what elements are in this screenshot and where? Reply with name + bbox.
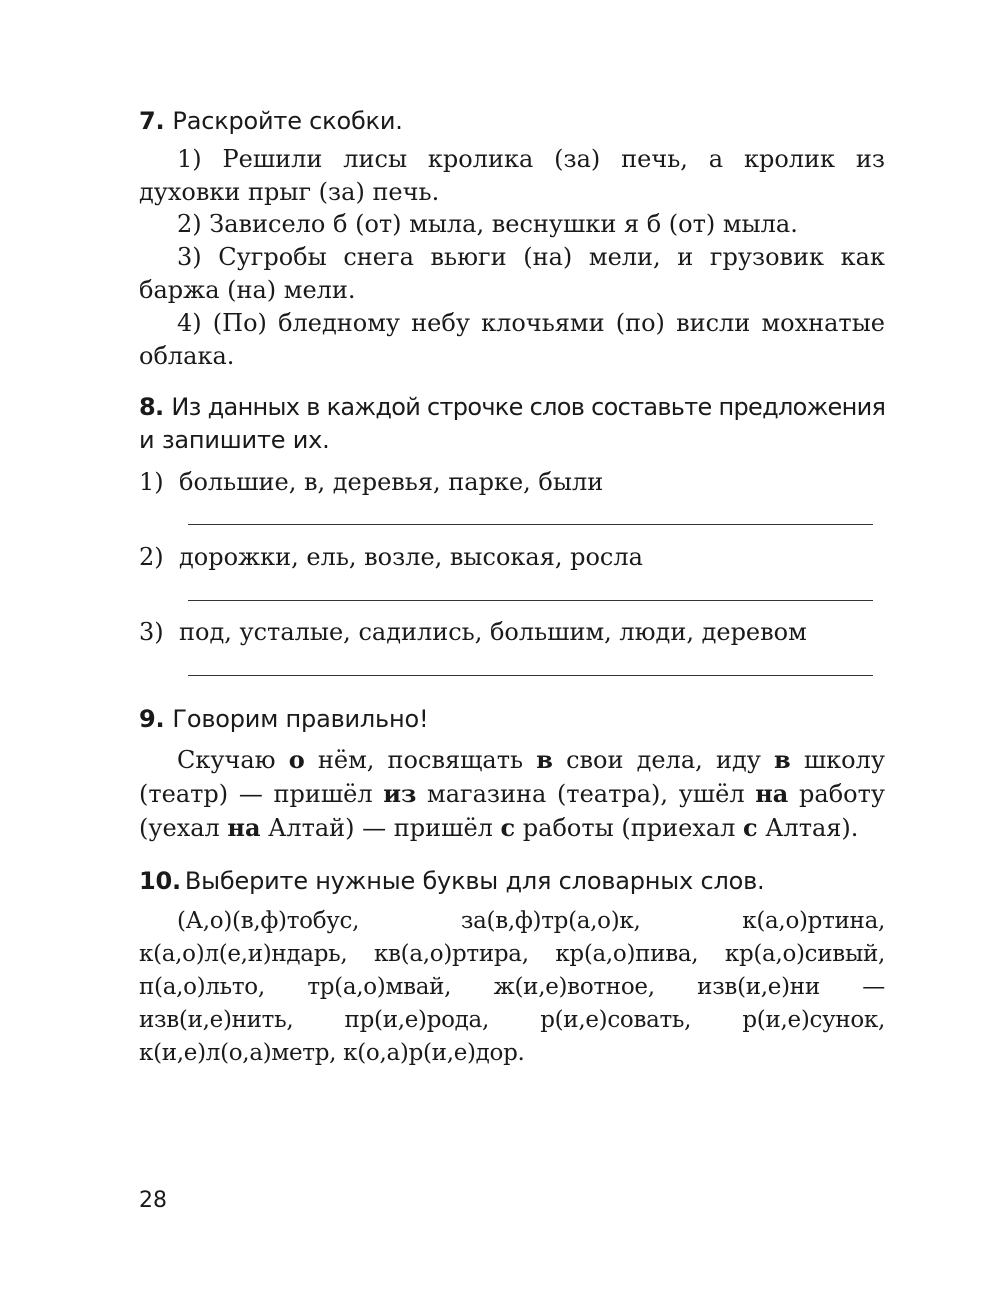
bold-preposition: на [227, 813, 261, 842]
exercise-8-item-words: большие, в, деревья, парке, были [179, 468, 604, 496]
exercise-7-title: Раскройте скобки. [172, 107, 403, 135]
answer-line-2[interactable] [188, 600, 873, 601]
exercise-7-sentence-4: 4) (По) бледному небу клочьями (по) висли мохнатые облака. [139, 309, 885, 370]
exercise-9-heading [139, 704, 428, 734]
text-run: работу (уехал [139, 780, 885, 842]
text-run: нём, посвящать [304, 746, 537, 774]
exercise-9-text [139, 743, 885, 845]
bold-preposition: из [383, 779, 417, 808]
text-run: магазина (театра), ушёл [416, 780, 756, 808]
exercise-10-text: (А,о)(в,ф)тобус, за(в,ф)тр(а,о)к, к(а,о)ртина, к(а,о)л(е,и)ндарь, кв(а,о)ртира, кр(а,о)пива, кр(а,о)сивый, п(а,о)льто, тр(а,о)мвай, ж(и,е)вотное, изв(и,е)ни — изв(и,е)нить, пр(и,е)рода, р(и,е)совать, р(и,е)сунок, к(и,е)л(о,а)метр, к(о,а)р(и,е)дор. [139, 908, 885, 1066]
text-run: школу (театр) — пришёл [139, 746, 885, 808]
bold-preposition: с [743, 813, 758, 842]
exercise-8-title-line-2: и запишите их. [139, 426, 330, 454]
text-run: Алтая). [757, 814, 859, 842]
bold-preposition: с [500, 813, 516, 842]
exercise-8-item-1 [139, 466, 603, 499]
exercise-8-heading [139, 392, 885, 422]
bold-preposition: в [774, 745, 791, 774]
bold-preposition: в [536, 745, 553, 774]
answer-line-3[interactable] [188, 675, 873, 676]
exercise-8-item-3 [139, 616, 807, 649]
exercise-8-item-words: дорожки, ель, возле, высокая, росла [179, 543, 643, 571]
exercise-8-title-line-1: Из данных в каждой строчке слов составьте предложения [171, 393, 886, 421]
bold-preposition: на [755, 779, 789, 808]
text-run: Алтай) — пришёл [260, 814, 501, 842]
exercise-8-item-number: 1) [139, 468, 164, 496]
exercise-10-number: 10. [139, 867, 181, 895]
exercise-10-title: Выберите нужные буквы для словарных слов. [184, 867, 765, 895]
exercise-7-number: 7. [139, 107, 165, 135]
exercise-8-heading-cont [139, 425, 330, 455]
exercise-7-heading [139, 106, 403, 136]
exercise-7-sentence-3: 3) Сугробы снега вьюги (на) мели, и грузовик как баржа (на) мели. [139, 243, 885, 304]
page-number: 28 [139, 1188, 167, 1213]
exercise-7-sentence-2: 2) Зависело б (от) мыла, веснушки я б (от) мыла. [177, 210, 798, 238]
bold-preposition: о [288, 745, 305, 774]
exercise-8-number: 8. [139, 393, 164, 421]
exercise-9-title: Говорим правильно! [172, 705, 429, 733]
exercise-8-item-number: 3) [139, 618, 164, 646]
exercise-10-heading [139, 866, 764, 896]
text-run: Скучаю [177, 746, 289, 774]
text-run: свои дела, иду [552, 746, 775, 774]
answer-line-1[interactable] [188, 524, 873, 525]
exercise-7-sentence-1: 1) Решили лисы кролика (за) печь, а кролик из духовки прыг (за) печь. [139, 145, 885, 206]
exercise-9-number: 9. [139, 705, 165, 733]
text-run: работы (приехал [515, 814, 744, 842]
exercise-8-item-2 [139, 541, 643, 574]
exercise-8-item-number: 2) [139, 543, 164, 571]
exercise-8-item-words: под, усталые, садились, большим, люди, деревом [179, 618, 807, 646]
